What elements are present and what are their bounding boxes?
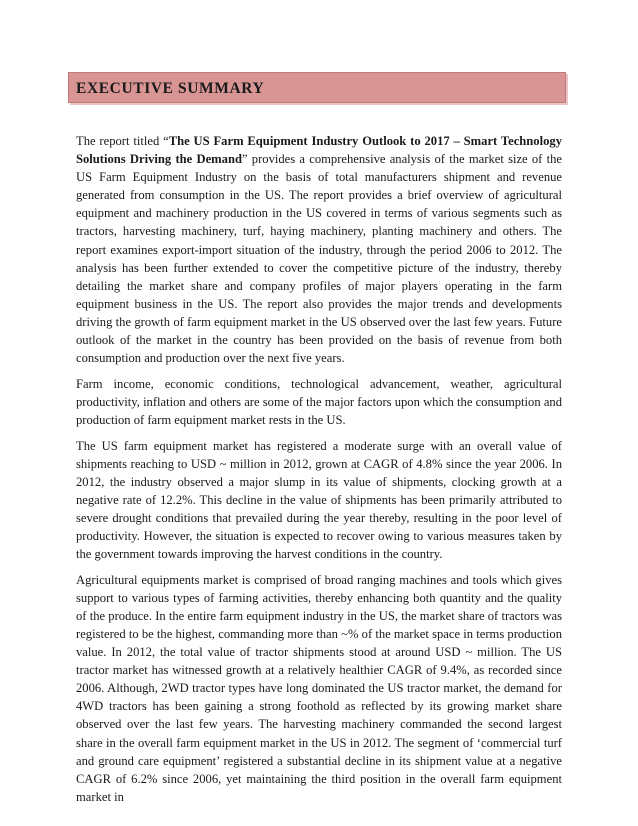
document-body — [76, 132, 562, 813]
paragraph-1-text: ” provides a comprehensive analysis of the market size of the US Farm Equipment Industry on the basis of total manufacturers shipment and revenue generated from consumption in the US. The report provides a brief overview of agricultural equipment and machinery production in the US covered in terms of various segments such as tractors, harvesting machinery, turf, haying machinery, planting machinery and others. The report examines export-import situation of the industry, through the period 2006 to 2012. The analysis has been further extended to cover the competitive picture of the industry, thereby detailing the market share and company profiles of major players operating in the farm equipment business in the US. The report also provides the major trends and developments driving the growth of farm equipment market in the US observed over the last few years. Future outlook of the market in the country has been provided on the basis of revenue from both consumption and production over the next five years. — [76, 152, 562, 366]
paragraph-1-intro: The report titled “ — [76, 134, 169, 148]
paragraph-4: Agricultural equipments market is comprised of broad ranging machines and tools which gives support to various types of farming activities, thereby enhancing both quantity and the quality of the produce. In the entire farm equipment industry in the US, the market share of tractors was registered to be the highest, commanding more than ~% of the market space in terms production value. In 2012, the total value of tractor shipments stood at around USD ~ million. The US tractor market has witnessed growth at a relatively healthier CAGR of 9.4%, as recorded since 2006. Although, 2WD tractor types have long dominated the US tractor market, the demand for 4WD tractors has been gaining a strong foothold as reflected by its growing market share observed over the last few years. The harvesting machinery commanded the second largest share in the overall farm equipment market in the US in 2012. The segment of ‘commercial turf and ground care equipment’ registered a substantial decline in its shipment value at a negative CAGR of 6.2% since 2006, yet maintaining the third position in the overall farm equipment market in — [76, 572, 562, 804]
section-heading-bar — [68, 72, 566, 103]
paragraph-1 — [76, 132, 562, 367]
paragraph-3: The US farm equipment market has registered a moderate surge with an overall value of shipments reaching to USD ~ million in 2012, grown at CAGR of 4.8% since the year 2006. In 2012, the industry observed a major slump in its value of shipments, clocking growth at a negative rate of 12.2%. This decline in the value of shipments has been primarily attributed to severe drought conditions that prevailed during the year thereby, resulting in the poor level of productivity. However, the situation is expected to recover owing to various measures taken by the government towards improving the harvest conditions in the country. — [76, 438, 562, 562]
section-heading: EXECUTIVE SUMMARY — [76, 80, 265, 97]
paragraph-2: Farm income, economic conditions, technological advancement, weather, agricultural productivity, inflation and others are some of the major factors upon which the consumption and production of farm equipment market rests in the US. — [76, 376, 562, 427]
report-title: The US Farm Equipment Industry Outlook to 2017 – Smart Technology Solutions Driving the Demand — [76, 134, 562, 167]
